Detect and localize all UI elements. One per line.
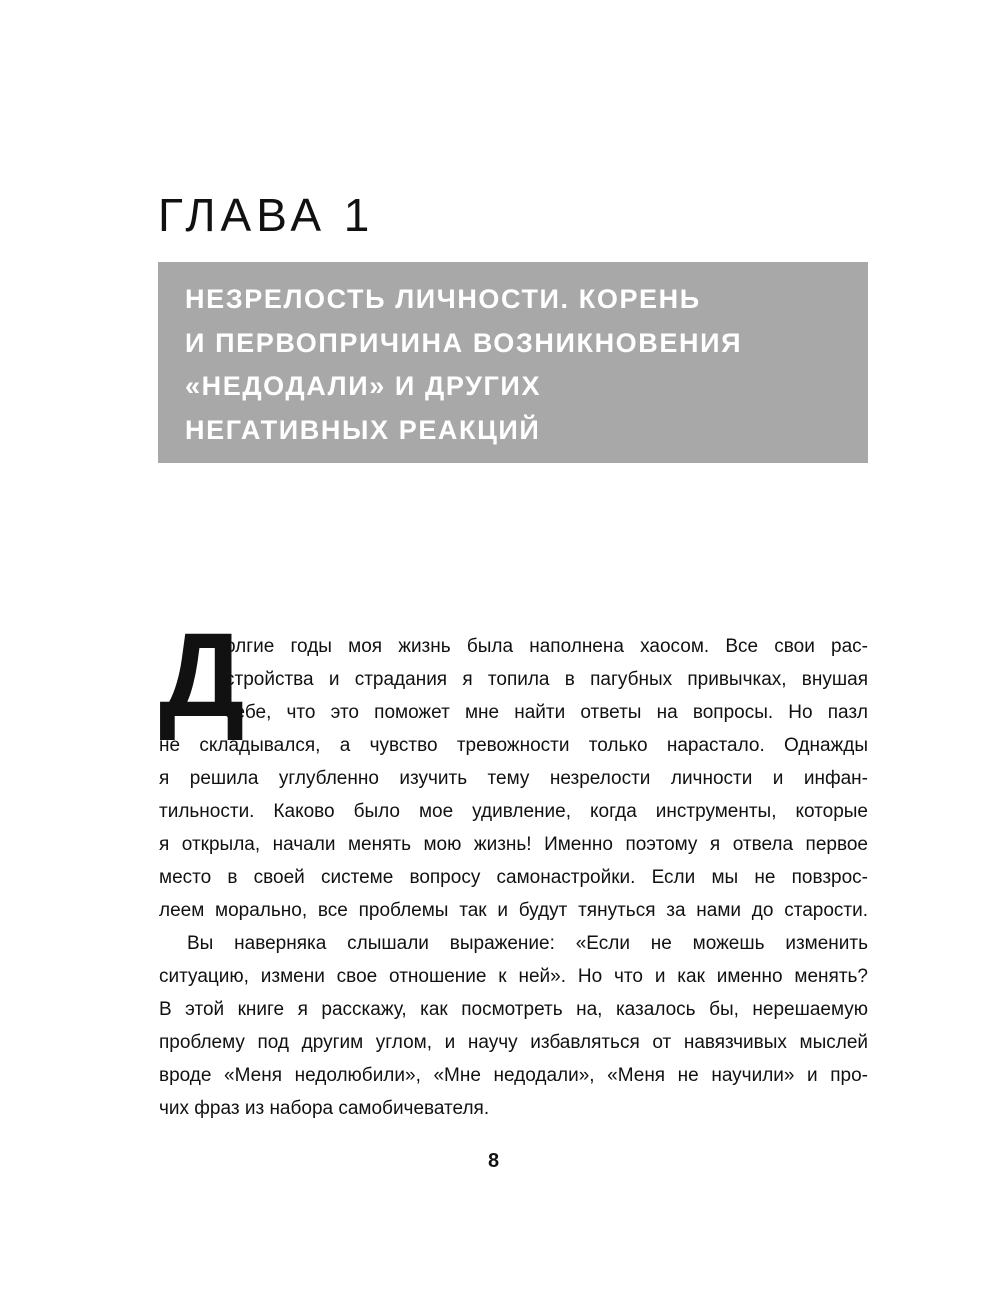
paragraph-1-line: себе, что это поможет мне найти ответы на вопросы. Но пазл [225, 702, 868, 723]
paragraph-2-line: В этой книге я расскажу, как посмотреть на, казалось бы, нерешаемую [159, 999, 868, 1020]
paragraph-1-line: олгие годы моя жизнь была наполнена хаосом. Все свои рас- [225, 636, 868, 657]
chapter-title-line: НЕЗРЕЛОСТЬ ЛИЧНОСТИ. КОРЕНЬ [185, 284, 701, 314]
chapter-title-line: НЕГАТИВНЫХ РЕАКЦИЙ [185, 414, 541, 445]
chapter-title-box [158, 262, 868, 463]
paragraph-1-line: место в своей системе вопросу самонастройки. Если мы не повзрос- [159, 867, 868, 888]
paragraph-1-line: леем морально, все проблемы так и будут тянуться за нами до старости. [159, 900, 868, 921]
paragraph-1-line: стройства и страдания я топила в пагубных привычках, внушая [225, 669, 868, 690]
paragraph-2-line: вроде «Меня недолюбили», «Мне недодали», «Меня не научили» и про- [159, 1065, 868, 1086]
paragraph-2-line: чих фраз из набора самобичевателя. [159, 1098, 490, 1119]
paragraph-1-line: тильности. Каково было мое удивление, когда инструменты, которые [159, 801, 868, 822]
paragraph-2-line: Вы наверняка слышали выражение: «Если не можешь изменить [187, 933, 868, 954]
body-text [159, 630, 868, 1125]
chapter-label: ГЛАВА 1 [158, 189, 375, 241]
paragraph-2-line: проблему под другим углом, и научу избавляться от навязчивых мыслей [159, 1032, 868, 1053]
paragraph-1-line: я решила углубленно изучить тему незрелости личности и инфан- [159, 768, 868, 789]
paragraph-1-line: не складывался, а чувство тревожности только нарастало. Однажды [159, 735, 868, 756]
paragraph-2-line: ситуацию, измени свое отношение к ней». Но что и как именно менять? [159, 966, 868, 987]
page-number: 8 [487, 1150, 500, 1172]
chapter-title-line: «НЕДОДАЛИ» И ДРУГИХ [185, 371, 542, 401]
paragraph-1-line: я открыла, начали менять мою жизнь! Именно поэтому я отвела первое [159, 834, 868, 855]
drop-cap: Д [159, 608, 245, 742]
chapter-title-line: И ПЕРВОПРИЧИНА ВОЗНИКНОВЕНИЯ [185, 327, 743, 358]
